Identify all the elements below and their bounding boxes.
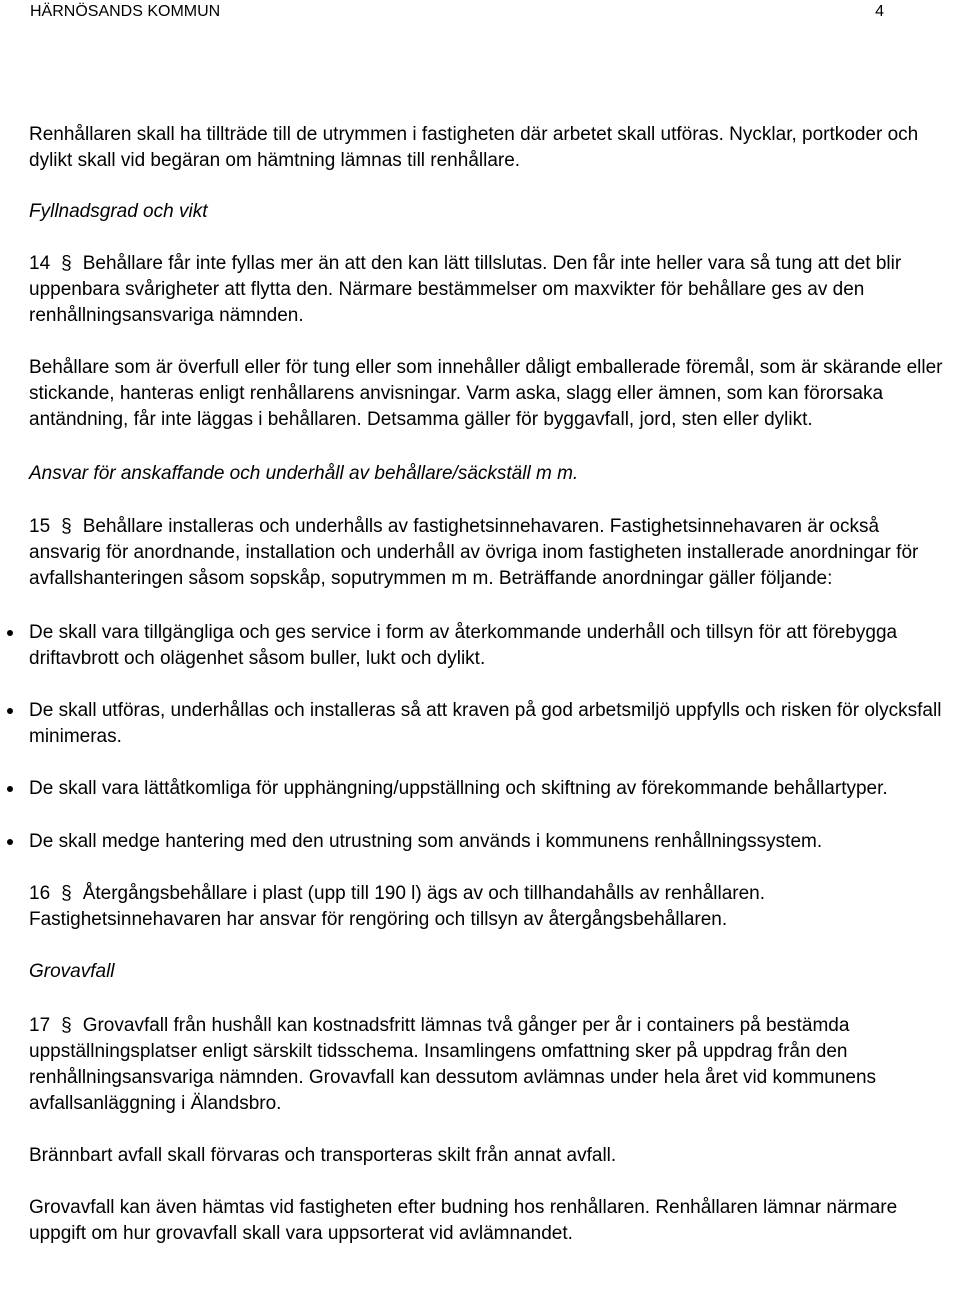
- section-heading-grovavfall: Grovavfall: [29, 961, 115, 982]
- brannbart-paragraph: Brännbart avfall skall förvaras och transporteras skilt från annat avfall.: [29, 1145, 617, 1166]
- section-17-number: 17: [29, 1015, 51, 1036]
- hamtning-paragraph: Grovavfall kan även hämtas vid fastigheten efter budning hos renhållaren. Renhållaren lämnar närmare uppgift om hur grovavfall skall vara uppsorterat vid avlämnandet.: [29, 1197, 898, 1244]
- section-15-number: 15: [29, 516, 51, 537]
- overfull-paragraph: Behållare som är överfull eller för tung eller som innehåller dåligt emballerade föremål, som är skärande eller stickande, hanteras enligt renhållarens anvisningar. Varm aska, slagg eller ämnen, som kan förorsaka antändning, får inte läggas i behållaren. Detsamma gäller för byggavfall, jord, sten eller dylikt.: [29, 357, 943, 430]
- bullet-icon: [7, 708, 13, 714]
- requirements-list: [29, 620, 949, 855]
- section-17-text: Grovavfall från hushåll kan kostnadsfritt lämnas två gånger per år i containers på bestämda uppställningsplatser enligt särskilt tidsschema. Insamlingens omfattning sker på uppdrag från den renhållningsansvariga nämnden. Grovavfall kan dessutom avlämnas under hela året vid kommunens avfallsanläggning i Älandsbro.: [29, 1015, 877, 1114]
- section-16-paragraph: [29, 881, 949, 933]
- list-item: [29, 698, 949, 750]
- section-16-text: Återgångsbehållare i plast (upp till 190 l) ägs av och tillhandahålls av renhållaren. Fastighetsinnehavaren har ansvar för rengöring och tillsyn av återgångsbehållaren.: [29, 883, 766, 930]
- section-14-text: Behållare får inte fyllas mer än att den kan lätt tillslutas. Den får inte heller vara så tung att det blir uppenbara svårigheter att flytta den. Närmare bestämmelser om maxvikter för behållare ges av den renhållningsansvariga nämnden.: [29, 253, 902, 326]
- municipality-name: HÄRNÖSANDS KOMMUN: [30, 3, 221, 20]
- section-17-paragraph: [29, 1013, 949, 1117]
- section-15-paragraph: [29, 514, 949, 592]
- section-heading-fyllnadsgrad: Fyllnadsgrad och vikt: [29, 201, 208, 222]
- list-item: [29, 829, 949, 855]
- section-14-paragraph: [29, 251, 949, 329]
- page-number: 4: [875, 3, 884, 20]
- paragraph-sign: §: [61, 253, 72, 274]
- list-item: [29, 620, 949, 672]
- section-heading-ansvar: Ansvar för anskaffande och underhåll av behållare/säckställ m m.: [29, 463, 579, 484]
- bullet-icon: [7, 630, 13, 636]
- list-item-text: De skall utföras, underhållas och installeras så att kraven på god arbetsmiljö uppfylls och risken för olycksfall minimeras.: [29, 700, 942, 747]
- section-14-number: 14: [29, 253, 51, 274]
- list-item-text: De skall vara lättåtkomliga för upphängning/uppställning och skiftning av förekommande behållartyper.: [29, 778, 888, 799]
- paragraph-sign: §: [61, 1015, 72, 1036]
- paragraph-sign: §: [61, 883, 72, 904]
- bullet-icon: [7, 839, 13, 845]
- list-item-text: De skall vara tillgängliga och ges service i form av återkommande underhåll och tillsyn för att förebygga driftavbrott och olägenhet såsom buller, lukt och dylikt.: [29, 622, 898, 669]
- paragraph-sign: §: [61, 516, 72, 537]
- list-item: [29, 776, 949, 802]
- section-16-number: 16: [29, 883, 51, 904]
- document-body: [29, 122, 949, 1247]
- access-paragraph: Renhållaren skall ha tillträde till de utrymmen i fastigheten där arbetet skall utföras. Nycklar, portkoder och dylikt skall vid begäran om hämtning lämnas till renhållare.: [29, 124, 919, 171]
- section-15-text: Behållare installeras och underhålls av fastighetsinnehavaren. Fastighetsinnehavaren är också ansvarig för anordnande, installation och underhåll av övriga inom fastigheten installerade anordningar för avfallshanteringen såsom sopskåp, soputrymmen m m. Beträffande anordningar gäller följande:: [29, 516, 919, 589]
- list-item-text: De skall medge hantering med den utrustning som används i kommunens renhållningssystem.: [29, 831, 823, 852]
- bullet-icon: [7, 786, 13, 792]
